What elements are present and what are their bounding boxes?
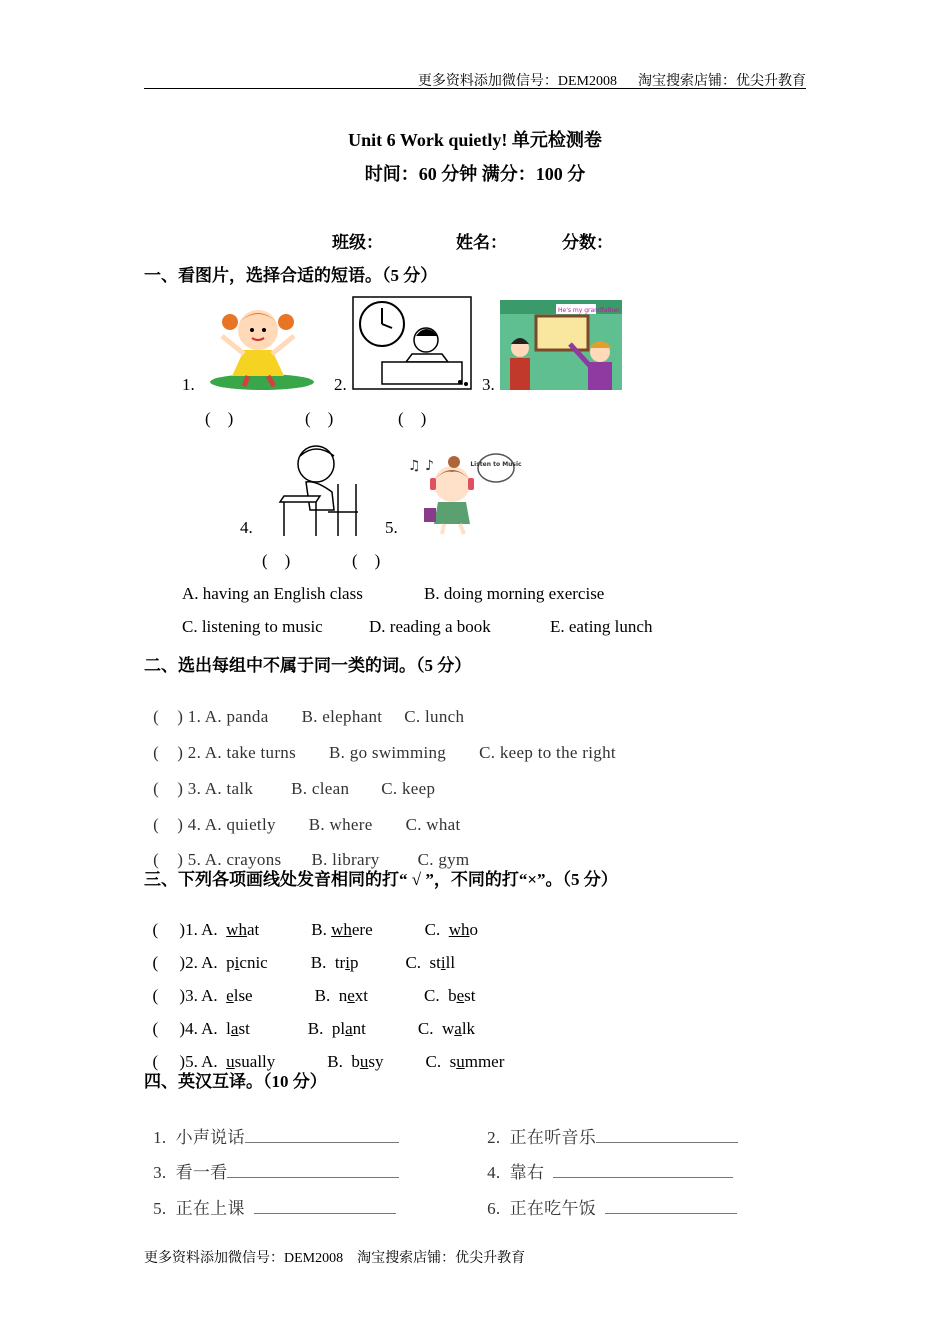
pic-number-2: 2.	[334, 375, 347, 394]
exam-subtitle: 时间：60 分钟 满分：100 分	[364, 164, 586, 184]
answer-paren[interactable]: ( )4. A.	[152, 1019, 227, 1038]
boy-eating-lunch-picture	[352, 296, 472, 390]
answer-paren[interactable]: ( )3. A.	[152, 986, 227, 1005]
translation-item-4: 4. 靠右	[478, 1138, 733, 1183]
q3-row-1: ( )1. A. what B. where C. who	[152, 920, 478, 939]
answer-paren-1[interactable]: ( )	[205, 409, 234, 428]
class-label: 班级：	[332, 233, 383, 252]
translation-item-2: 2. 正在听音乐	[478, 1103, 738, 1148]
q2-row-1: ( ) 1. A. panda B. elephant C. lunch	[153, 707, 465, 726]
answer-paren-3[interactable]: ( )	[398, 409, 427, 428]
option-b: B. doing morning exercise	[424, 584, 605, 603]
badge-text: Listen to Music	[470, 461, 522, 468]
translation-item-6: 6. 正在吃午饭	[478, 1174, 737, 1219]
q2-row-5: ( ) 5. A. crayons B. library C. gym	[153, 850, 470, 869]
answer-blank[interactable]	[605, 1199, 737, 1214]
q3-row-3: ( )3. A. else B. next C. best	[152, 986, 476, 1005]
option-c: C. listening to music	[182, 617, 323, 636]
svg-text:♫ ♪: ♫ ♪	[408, 458, 434, 474]
answer-paren-2[interactable]: ( )	[305, 409, 334, 428]
header-divider	[144, 88, 806, 89]
name-label: 姓名：	[456, 233, 507, 252]
answer-blank[interactable]	[254, 1199, 396, 1214]
girl-dancing-picture	[200, 296, 318, 392]
section1-heading: 一、看图片，选择合适的短语。（5 分）	[144, 266, 438, 285]
option-e: E. eating lunch	[550, 617, 653, 636]
q2-row-4: ( ) 4. A. quietly B. where C. what	[153, 815, 461, 834]
answer-paren[interactable]: ( )1. A.	[152, 920, 227, 939]
sign-text: He's my grandfather	[558, 307, 620, 314]
pic-number-5: 5.	[385, 518, 398, 537]
pic-number-1: 1.	[182, 375, 195, 394]
section2-heading: 二、选出每组中不属于同一类的词。（5 分）	[144, 656, 472, 675]
answer-paren-4[interactable]: ( )	[262, 551, 291, 570]
translation-item-5: 5. 正在上课	[144, 1174, 396, 1219]
answer-paren[interactable]: ( )2. A.	[152, 953, 227, 972]
section4-heading: 四、英汉互译。（10 分）	[144, 1072, 327, 1091]
answer-paren[interactable]: ( )5. A.	[152, 1052, 227, 1071]
translation-item-3: 3. 看一看	[144, 1138, 399, 1183]
answer-paren[interactable]: ( )	[153, 779, 188, 798]
answer-paren[interactable]: ( )	[153, 707, 188, 726]
q3-row-2: ( )2. A. picnic B. trip C. still	[152, 953, 456, 972]
answer-paren[interactable]: ( )	[153, 743, 188, 762]
pic-number-4: 4.	[240, 518, 253, 537]
q2-row-2: ( ) 2. A. take turns B. go swimming C. keep to the right	[153, 743, 616, 762]
page-header: 更多资料添加微信号：DEM2008 淘宝搜索店铺：优尖升教育	[417, 74, 806, 89]
answer-paren[interactable]: ( )	[153, 850, 188, 869]
option-d: D. reading a book	[369, 617, 491, 636]
translation-item-1: 1. 小声说话	[144, 1103, 399, 1148]
q2-row-3: ( ) 3. A. talk B. clean C. keep	[153, 779, 436, 798]
pic-number-3: 3.	[482, 375, 495, 394]
option-a: A. having an English class	[182, 584, 363, 603]
classroom-picture	[500, 300, 622, 390]
girl-listening-music-picture	[404, 450, 522, 536]
section3-heading: 三、下列各项画线处发音相同的打“ √ ”，不同的打“×”。（5 分）	[144, 870, 618, 889]
q3-row-4: ( )4. A. last B. plant C. walk	[152, 1019, 476, 1038]
q3-row-5: ( )5. A. usually B. busy C. summer	[152, 1052, 505, 1071]
score-label: 分数：	[562, 233, 613, 252]
answer-paren-5[interactable]: ( )	[352, 551, 381, 570]
answer-paren[interactable]: ( )	[153, 815, 188, 834]
exam-title: Unit 6 Work quietly! 单元检测卷	[348, 130, 602, 150]
child-reading-picture	[276, 440, 362, 536]
page-footer: 更多资料添加微信号：DEM2008 淘宝搜索店铺：优尖升教育	[144, 1251, 526, 1266]
